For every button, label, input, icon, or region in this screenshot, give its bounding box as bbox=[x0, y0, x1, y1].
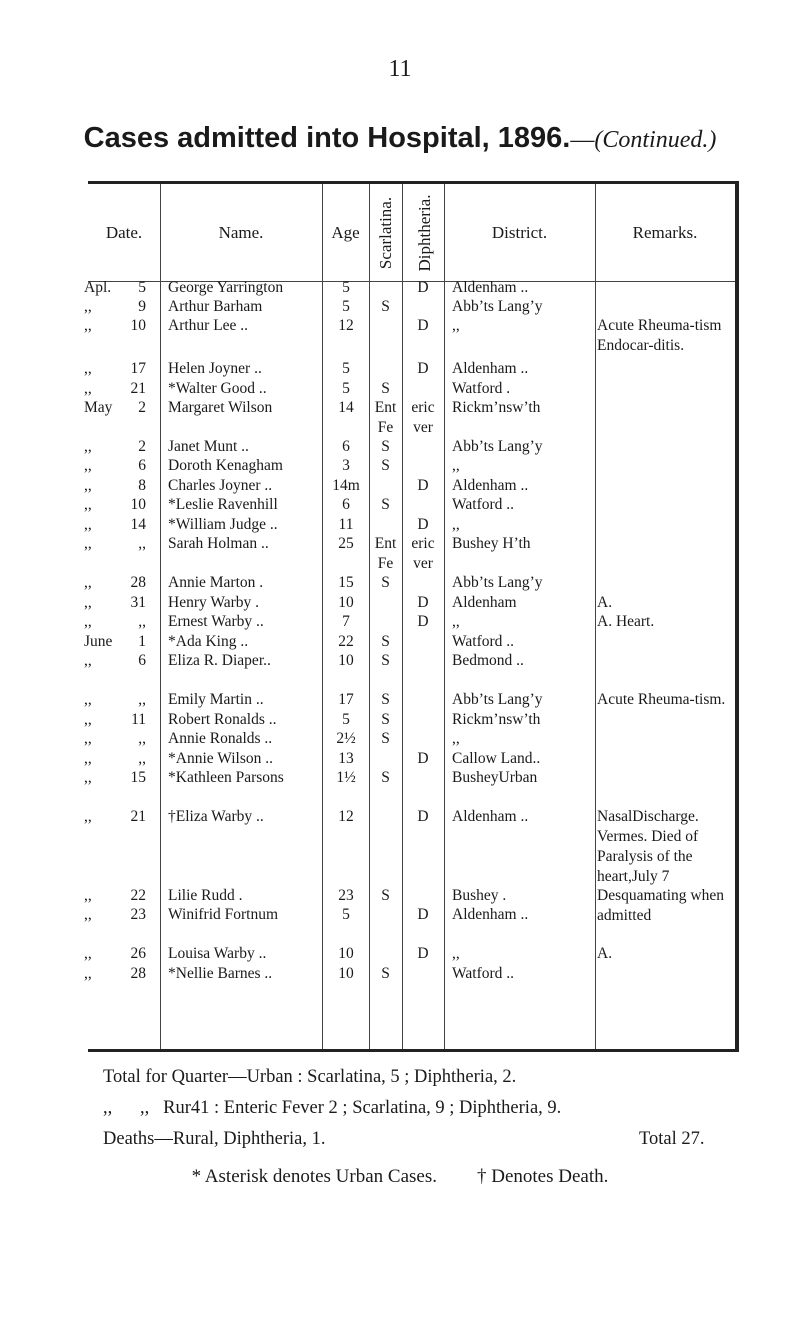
date-day: ,, bbox=[138, 613, 146, 630]
table-row bbox=[84, 359, 735, 379]
patient-name: Janet Munt .. bbox=[168, 438, 249, 455]
header-age: Age bbox=[331, 222, 360, 242]
district: Aldenham .. bbox=[452, 360, 529, 377]
date-month: ,, bbox=[84, 574, 92, 591]
patient-age: 17 bbox=[338, 691, 354, 708]
district: BusheyUrban bbox=[452, 769, 538, 786]
date-day: ,, bbox=[138, 535, 146, 552]
district: Watford . bbox=[452, 380, 511, 397]
remarks: Acute Rheuma-tism Endocar-ditis. bbox=[597, 317, 722, 354]
patient-age: 10 bbox=[338, 652, 354, 669]
header-remarks: Remarks. bbox=[632, 222, 698, 242]
table-row bbox=[84, 437, 735, 457]
footer-deaths bbox=[103, 1129, 800, 1150]
table-row bbox=[84, 379, 735, 399]
district: Abb’ts Lang’y bbox=[452, 691, 543, 708]
district: Aldenham .. bbox=[452, 477, 529, 494]
date-month: ,, bbox=[84, 317, 92, 334]
patient-name: Annie Marton . bbox=[168, 574, 264, 591]
patient-name: *Leslie Ravenhill bbox=[168, 496, 278, 513]
patient-name: Henry Warby . bbox=[168, 594, 260, 611]
district: Watford .. bbox=[452, 496, 515, 513]
district: Bedmond .. bbox=[452, 652, 524, 669]
date-day: 17 bbox=[130, 360, 146, 377]
patient-age: 10 bbox=[338, 594, 354, 611]
title-dash: — bbox=[570, 127, 595, 153]
date-day: 23 bbox=[130, 906, 146, 923]
date-day: 11 bbox=[131, 711, 146, 728]
title-main: Cases admitted into Hospital, 1896. bbox=[83, 122, 571, 154]
diphtheria-mark: D bbox=[417, 945, 429, 962]
patient-age: 5 bbox=[342, 360, 350, 377]
patient-age: 3 bbox=[342, 457, 350, 474]
date-month: ,, bbox=[84, 496, 92, 513]
page-number: 11 bbox=[388, 56, 412, 82]
scarlatina-mark: S bbox=[381, 652, 390, 669]
table-row bbox=[84, 651, 735, 671]
patient-age: 5 bbox=[342, 380, 350, 397]
date-month: ,, bbox=[84, 594, 92, 611]
footer-legend bbox=[0, 1166, 800, 1188]
date-month: ,, bbox=[84, 457, 92, 474]
table-row bbox=[84, 316, 735, 354]
patient-age: 14m bbox=[332, 477, 360, 494]
patient-age: 2½ bbox=[336, 730, 356, 747]
header-scarlatina bbox=[369, 184, 402, 281]
diphtheria-mark: D bbox=[417, 613, 429, 630]
patient-age: 5 bbox=[342, 906, 350, 923]
remarks: A. Heart. bbox=[597, 613, 655, 630]
patient-name: *Kathleen Parsons bbox=[168, 769, 284, 786]
patient-age: 5 bbox=[342, 298, 350, 315]
scarlatina-mark: S bbox=[381, 769, 390, 786]
patient-age: 6 bbox=[342, 438, 350, 455]
date-month: ,, bbox=[84, 652, 92, 669]
patient-name: *Ada King .. bbox=[168, 633, 249, 650]
patient-name: Arthur Barham bbox=[168, 298, 263, 315]
date-day: 28 bbox=[130, 574, 146, 591]
remarks: A. bbox=[597, 594, 613, 611]
header-date: Date. bbox=[105, 222, 143, 242]
table-row bbox=[84, 964, 735, 984]
scarlatina-mark: S bbox=[381, 457, 390, 474]
district: Abb’ts Lang’y bbox=[452, 438, 543, 455]
district: Abb’ts Lang’y bbox=[452, 298, 543, 315]
date-month: ,, bbox=[84, 730, 92, 747]
scarlatina-mark-continued: Fe bbox=[377, 419, 394, 436]
asterisk-note: * Asterisk denotes Urban Cases. bbox=[191, 1166, 437, 1187]
table-row bbox=[84, 495, 735, 515]
date-month: ,, bbox=[84, 769, 92, 786]
patient-name: *Nellie Barnes .. bbox=[168, 965, 273, 982]
date-day: 21 bbox=[130, 808, 146, 825]
scarlatina-mark: Ent bbox=[374, 535, 397, 552]
date-month: ,, bbox=[84, 535, 92, 552]
patient-age: 14 bbox=[338, 399, 354, 416]
header-diphtheria-label: Diphtheria. bbox=[414, 194, 434, 271]
footer-rural-totals: ,, ,, Rur41 : Enteric Fever 2 ; Scarlatina, 9 ; Diphtheria, 9. bbox=[103, 1098, 562, 1118]
date-day: 2 bbox=[138, 438, 146, 455]
date-day: ,, bbox=[138, 750, 146, 767]
date-month: ,, bbox=[84, 945, 92, 962]
date-month: ,, bbox=[84, 360, 92, 377]
patient-name: Margaret Wilson bbox=[168, 399, 273, 416]
date-day: 8 bbox=[138, 477, 146, 494]
patient-age: 6 bbox=[342, 496, 350, 513]
table-row bbox=[84, 768, 735, 788]
date-day: 10 bbox=[130, 317, 146, 334]
scarlatina-mark: S bbox=[381, 574, 390, 591]
remarks: NasalDischarge. Vermes. Died of Paralysis of the heart,July 7 bbox=[597, 808, 699, 885]
scarlatina-mark: S bbox=[381, 496, 390, 513]
diphtheria-mark: D bbox=[417, 477, 429, 494]
scarlatina-mark: S bbox=[381, 380, 390, 397]
district: ,, bbox=[452, 516, 460, 533]
scarlatina-mark: S bbox=[381, 691, 390, 708]
date-day: 31 bbox=[130, 594, 146, 611]
scarlatina-mark: S bbox=[381, 711, 390, 728]
patient-name: †Eliza Warby .. bbox=[168, 808, 264, 825]
patient-age: 25 bbox=[338, 535, 354, 552]
date-month: May bbox=[84, 399, 113, 416]
table-row bbox=[84, 710, 735, 730]
patient-name: *Annie Wilson .. bbox=[168, 750, 274, 767]
patient-name: Doroth Kenagham bbox=[168, 457, 283, 474]
diphtheria-mark: D bbox=[417, 750, 429, 767]
date-month: ,, bbox=[84, 298, 92, 315]
date-month: ,, bbox=[84, 691, 92, 708]
table-row bbox=[84, 456, 735, 476]
table-row bbox=[84, 593, 735, 613]
table-row bbox=[84, 573, 735, 593]
district: Abb’ts Lang’y bbox=[452, 574, 543, 591]
scarlatina-mark: S bbox=[381, 965, 390, 982]
remarks: Desquamating when admitted bbox=[597, 887, 724, 924]
patient-name: Charles Joyner .. bbox=[168, 477, 273, 494]
district: ,, bbox=[452, 613, 460, 630]
scarlatina-mark: S bbox=[381, 438, 390, 455]
district: Bushey . bbox=[452, 887, 507, 904]
date-day: 6 bbox=[138, 652, 146, 669]
table-row bbox=[84, 278, 735, 298]
patient-age: 1½ bbox=[336, 769, 356, 786]
district: Aldenham .. bbox=[452, 906, 529, 923]
patient-name: Eliza R. Diaper.. bbox=[168, 652, 271, 669]
date-month: ,, bbox=[84, 887, 92, 904]
date-month: ,, bbox=[84, 477, 92, 494]
patient-name: Emily Martin .. bbox=[168, 691, 264, 708]
date-month: ,, bbox=[84, 808, 92, 825]
patient-name: Helen Joyner .. bbox=[168, 360, 262, 377]
diphtheria-mark: D bbox=[417, 279, 429, 296]
date-day: 26 bbox=[130, 945, 146, 962]
date-month: ,, bbox=[84, 516, 92, 533]
table-row bbox=[84, 690, 735, 710]
table-row bbox=[84, 749, 735, 769]
district: ,, bbox=[452, 730, 460, 747]
patient-age: 7 bbox=[342, 613, 350, 630]
date-day: 28 bbox=[130, 965, 146, 982]
patient-age: 5 bbox=[342, 279, 350, 296]
district: Callow Land.. bbox=[452, 750, 541, 767]
diphtheria-mark-continued: ver bbox=[413, 555, 433, 572]
date-day: 2 bbox=[138, 399, 146, 416]
scarlatina-mark: S bbox=[381, 298, 390, 315]
footer-urban-totals: Total for Quarter—Urban : Scarlatina, 5 ; Diphtheria, 2. bbox=[103, 1067, 517, 1087]
table-row bbox=[84, 612, 735, 632]
header-diphtheria bbox=[405, 184, 444, 281]
date-day: 6 bbox=[138, 457, 146, 474]
table-row bbox=[84, 515, 735, 535]
date-month: ,, bbox=[84, 613, 92, 630]
scarlatina-mark: S bbox=[381, 887, 390, 904]
diphtheria-mark: D bbox=[417, 808, 429, 825]
patient-age: 11 bbox=[338, 516, 354, 533]
date-day: 22 bbox=[130, 887, 146, 904]
table-row bbox=[84, 905, 735, 925]
patient-age: 15 bbox=[338, 574, 354, 591]
date-day: 5 bbox=[138, 279, 146, 296]
date-day: 1 bbox=[138, 633, 146, 650]
scarlatina-mark-continued: Fe bbox=[377, 555, 394, 572]
patient-name: Robert Ronalds .. bbox=[168, 711, 277, 728]
patient-name: Winifrid Fortnum bbox=[168, 906, 279, 923]
date-month: ,, bbox=[84, 906, 92, 923]
diphtheria-mark: D bbox=[417, 317, 429, 334]
district: ,, bbox=[452, 457, 460, 474]
date-day: ,, bbox=[138, 691, 146, 708]
patient-name: Louisa Warby .. bbox=[168, 945, 267, 962]
patient-name: *Walter Good .. bbox=[168, 380, 267, 397]
diphtheria-mark: eric bbox=[411, 535, 435, 552]
district: Rickm’nsw’th bbox=[452, 711, 541, 728]
date-month: Apl. bbox=[84, 279, 112, 296]
diphtheria-mark: D bbox=[417, 594, 429, 611]
header-district: District. bbox=[491, 222, 548, 242]
date-month: ,, bbox=[84, 965, 92, 982]
table-row bbox=[84, 476, 735, 496]
patient-age: 12 bbox=[338, 317, 354, 334]
district: Rickm’nsw’th bbox=[452, 399, 541, 416]
date-month: June bbox=[84, 633, 113, 650]
table-row bbox=[84, 944, 735, 964]
date-day: ,, bbox=[138, 730, 146, 747]
admissions-table bbox=[84, 181, 739, 1052]
date-day: 15 bbox=[130, 769, 146, 786]
district: Watford .. bbox=[452, 965, 515, 982]
date-month: ,, bbox=[84, 711, 92, 728]
patient-name: Annie Ronalds .. bbox=[168, 730, 273, 747]
patient-age: 5 bbox=[342, 711, 350, 728]
district: Bushey H’th bbox=[452, 535, 531, 552]
table-row bbox=[84, 729, 735, 749]
date-day: 9 bbox=[138, 298, 146, 315]
date-month: ,, bbox=[84, 750, 92, 767]
remarks: A. bbox=[597, 945, 613, 962]
patient-name: *William Judge .. bbox=[168, 516, 278, 533]
table-row bbox=[84, 807, 735, 885]
patient-age: 22 bbox=[338, 633, 354, 650]
diphtheria-mark-continued: ver bbox=[413, 419, 433, 436]
patient-age: 12 bbox=[338, 808, 354, 825]
district: Watford .. bbox=[452, 633, 515, 650]
patient-name: George Yarrington bbox=[168, 279, 284, 296]
district: ,, bbox=[452, 945, 460, 962]
table-row bbox=[84, 297, 735, 317]
patient-age: 23 bbox=[338, 887, 354, 904]
diphtheria-mark: eric bbox=[411, 399, 435, 416]
table-row bbox=[84, 632, 735, 652]
date-month: ,, bbox=[84, 380, 92, 397]
scarlatina-mark: S bbox=[381, 633, 390, 650]
grand-total: Total 27. bbox=[639, 1129, 705, 1149]
header-name: Name. bbox=[218, 222, 264, 242]
title-continued: (Continued.) bbox=[594, 127, 717, 153]
diphtheria-mark: D bbox=[417, 516, 429, 533]
date-day: 21 bbox=[130, 380, 146, 397]
deaths-text: Deaths—Rural, Diphtheria, 1. bbox=[103, 1129, 326, 1149]
scarlatina-mark: S bbox=[381, 730, 390, 747]
patient-name: Sarah Holman .. bbox=[168, 535, 269, 552]
table-row bbox=[84, 398, 735, 436]
diphtheria-mark: D bbox=[417, 906, 429, 923]
district: Aldenham bbox=[452, 594, 517, 611]
patient-age: 10 bbox=[338, 965, 354, 982]
district: Aldenham .. bbox=[452, 279, 529, 296]
patient-name: Arthur Lee .. bbox=[168, 317, 249, 334]
district: Aldenham .. bbox=[452, 808, 529, 825]
dagger-note: † Denotes Death. bbox=[477, 1166, 609, 1187]
patient-name: Ernest Warby .. bbox=[168, 613, 264, 630]
page-title bbox=[0, 122, 800, 155]
patient-age: 10 bbox=[338, 945, 354, 962]
date-month: ,, bbox=[84, 438, 92, 455]
district: ,, bbox=[452, 317, 460, 334]
patient-name: Lilie Rudd . bbox=[168, 887, 243, 904]
diphtheria-mark: D bbox=[417, 360, 429, 377]
date-day: 14 bbox=[130, 516, 146, 533]
date-day: 10 bbox=[130, 496, 146, 513]
patient-age: 13 bbox=[338, 750, 354, 767]
remarks: Acute Rheuma-tism. bbox=[597, 691, 726, 708]
table-row bbox=[84, 534, 735, 572]
header-scarlatina-label: Scarlatina. bbox=[375, 196, 395, 269]
scarlatina-mark: Ent bbox=[374, 399, 397, 416]
